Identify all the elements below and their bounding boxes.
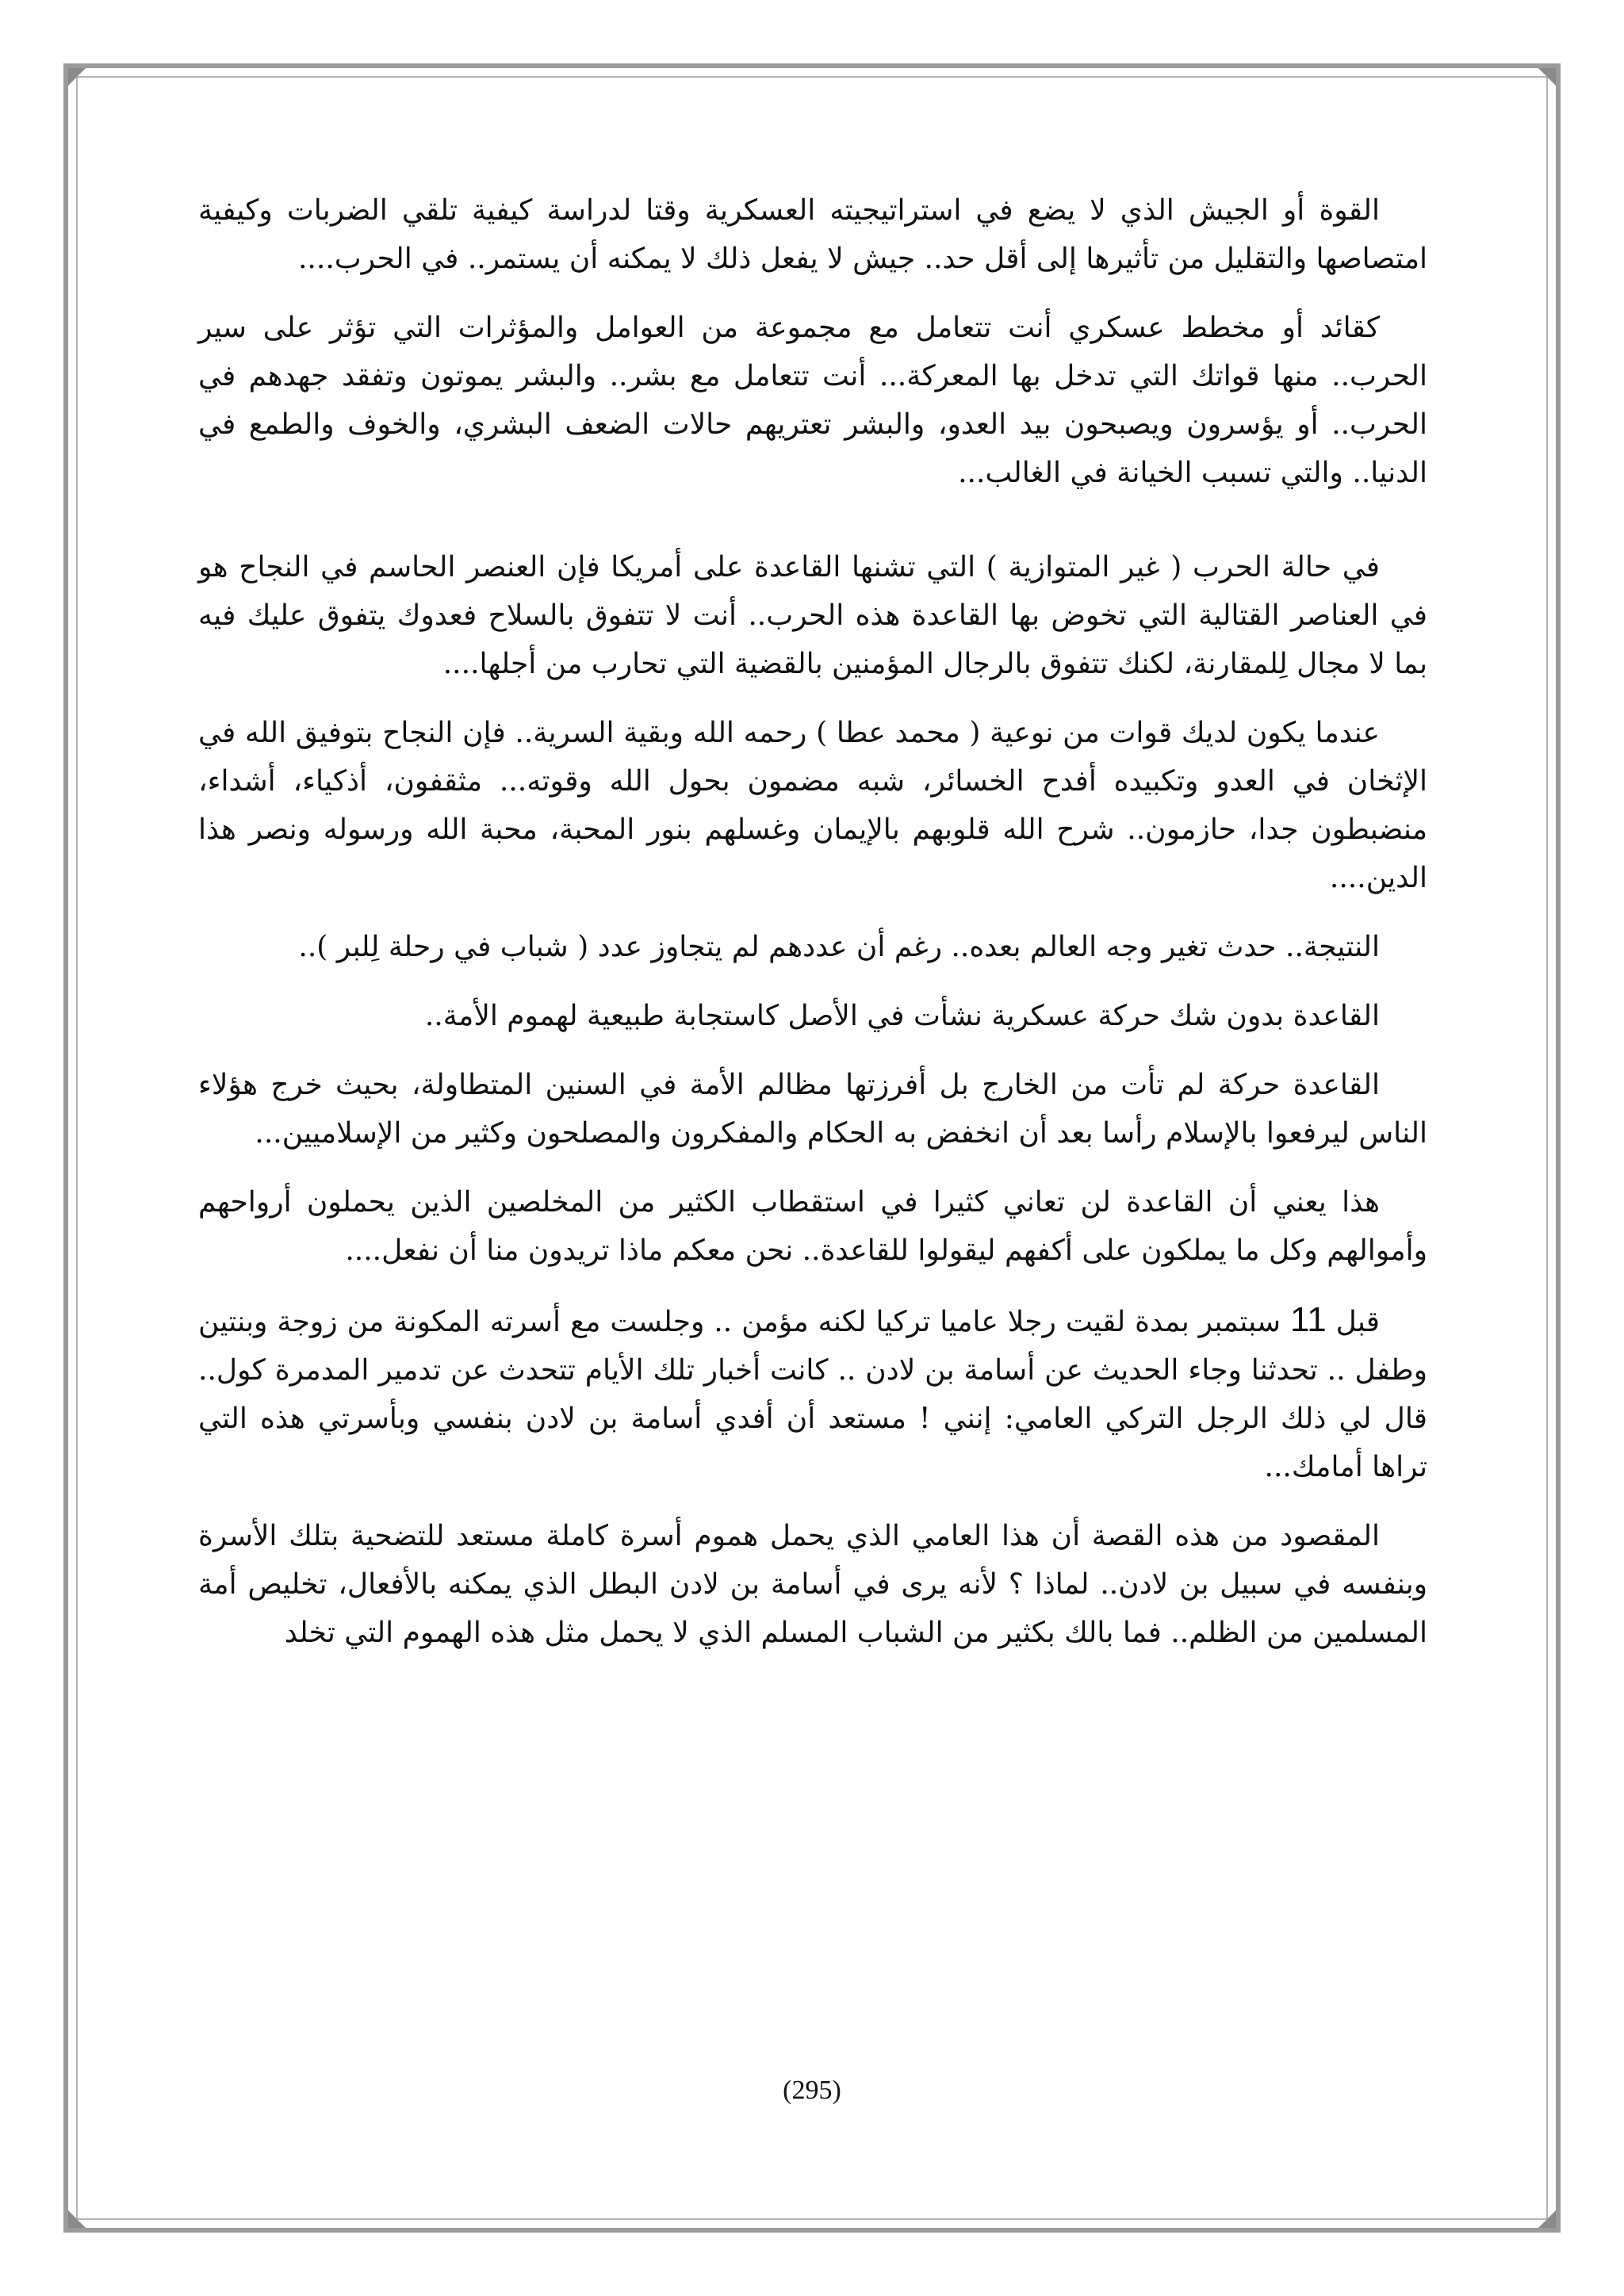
paragraph-7: القاعدة حركة لم تأت من الخارج بل أفرزتها مظالم الأمة في السنين المتطاولة، بحيث خرج هؤلاء الناس ليرفعوا بالإسلام رأسا بعد أن انخفض به الحكام والمفكرون والمصلحون وكثير من الإسلاميين... xyxy=(198,1069,1427,1150)
paragraph-2: كقائد أو مخطط عسكري أنت تتعامل مع مجموعة من العوامل والمؤثرات التي تؤثر على سير الحرب.. منها قواتك التي تدخل بها المعركة... أنت تتعامل مع بشر.. والبشر يموتون وتفقد جهدهم في الحرب.. أو يؤسرون ويصبحون بيد العدو، والبشر تعتريهم حالات الضعف البشري، والخوف والطمع في الدنيا.. والتي تسبب الخيانة في الغالب... xyxy=(198,312,1427,489)
paragraph-9-text: سبتمبر بمدة لقيت رجلا عاميا تركيا لكنه مؤمن .. وجلست مع أسرته المكونة من زوجة وبنتين وطفل .. تحدثنا وجاء الحديث عن أسامة بن لادن .. كانت أخبار تلك الأيام تتحدث عن تدمير المدمرة كول.. قال لي ذلك الرجل التركي العامي: إنني ! مستعد أن أفدي أسامة بن لادن بنفسي وبأسرتي هذه التي تراها أمامك... xyxy=(198,1306,1427,1483)
corner-ornament-bottom-left xyxy=(68,2210,86,2228)
corner-ornament-bottom-right xyxy=(1538,2210,1556,2228)
page-number: (295) xyxy=(783,2076,841,2105)
corner-ornament-top-left xyxy=(68,68,86,86)
paragraph-9 xyxy=(198,1295,1427,1491)
paragraph-5: النتيجة.. حدث تغير وجه العالم بعده.. رغم أن عددهم لم يتجاوز عدد ( شباب في رحلة لِلبر ).. xyxy=(298,931,1380,963)
paragraph-1: القوة أو الجيش الذي لا يضع في استراتيجيته العسكرية وقتا لدراسة كيفية تلقي الضربات وكيفية امتصاصها والتقليل من تأثيرها إلى أقل حد.. جيش لا يفعل ذلك لا يمكنه أن يستمر.. في الحرب.... xyxy=(198,194,1427,275)
paragraph-9-prefix: قبل xyxy=(1335,1306,1381,1338)
paragraph-10: المقصود من هذه القصة أن هذا العامي الذي يحمل هموم أسرة كاملة مستعد للتضحية بتلك الأسرة وبنفسه في سبيل بن لادن.. لماذا ؟ لأنه يرى في أسامة بن لادن البطل الذي يمكنه بالأفعال، تخليص أمة المسلمين من الظلم.. فما بالك بكثير من الشباب المسلم الذي لا يحمل مثل هذه الهموم التي تخلد xyxy=(198,1520,1427,1649)
corner-ornament-top-right xyxy=(1538,68,1556,86)
paragraph-6: القاعدة بدون شك حركة عسكرية نشأت في الأصل كاستجابة طبيعية لهموم الأمة.. xyxy=(424,1000,1380,1032)
page-body xyxy=(198,186,1427,1678)
paragraph-4: عندما يكون لديك قوات من نوعية ( محمد عطا ) رحمه الله وبقية السرية.. فإن النجاح بتوفيق الله في الإثخان في العدو وتكبيده أفدح الخسائر، شبه مضمون بحول الله وقوته... مثقفون، أذكياء، أشداء، منضبطون جدا، حازمون.. شرح الله قلوبهم بالإيمان وغسلهم بنور المحبة، محبة الله ورسوله ونصر هذا الدين.... xyxy=(198,717,1427,894)
paragraph-8: هذا يعني أن القاعدة لن تعاني كثيرا في استقطاب الكثير من المخلصين الذين يحملون أرواحهم وأموالهم وكل ما يملكون على أكفهم ليقولوا للقاعدة.. نحن معكم ماذا تريدون منا أن نفعل.... xyxy=(198,1186,1427,1267)
paragraph-3: في حالة الحرب ( غير المتوازية ) التي تشنها القاعدة على أمريكا فإن العنصر الحاسم في النجاح هو في العناصر القتالية التي تخوض بها القاعدة هذه الحرب.. أنت لا تتفوق بالسلاح فعدوك يتفوق عليك فيه بما لا مجال لِلمقارنة، لكنك تتفوق بالرجال المؤمنين بالقضية التي تحارب من أجلها.... xyxy=(198,551,1427,680)
paragraph-9-number: 11 xyxy=(1290,1300,1327,1339)
